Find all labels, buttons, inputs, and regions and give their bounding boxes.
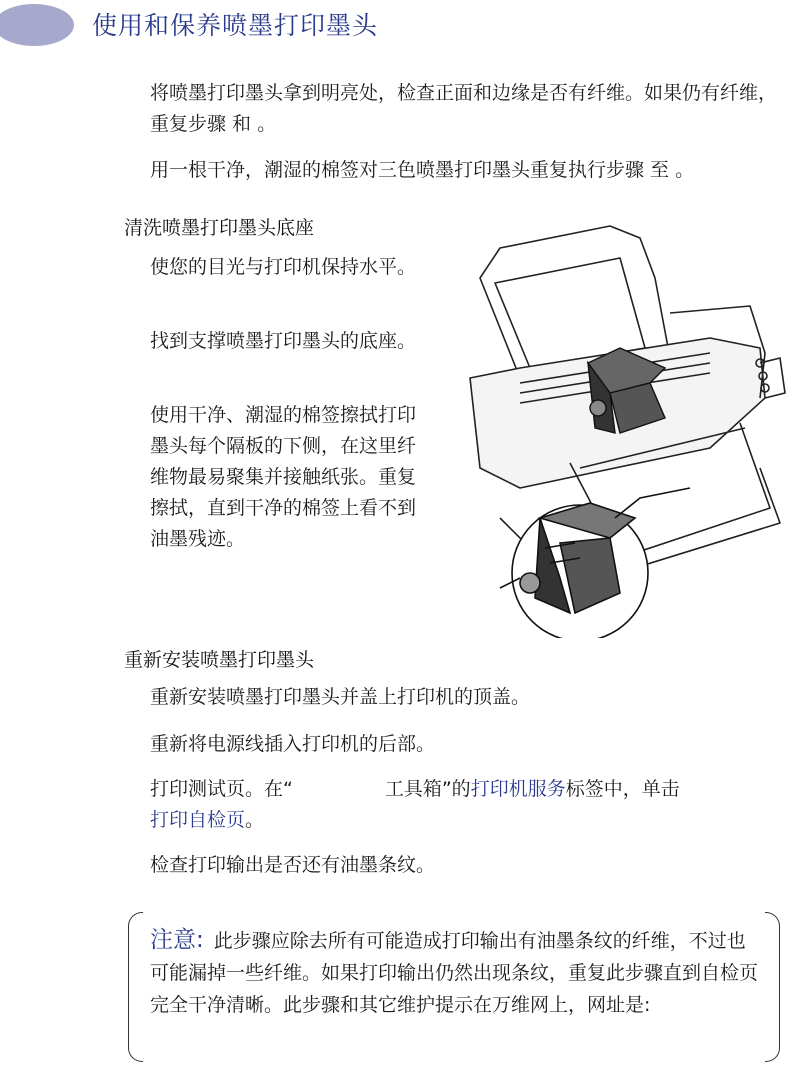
note-bracket-left [128, 912, 143, 1062]
reinstall-step-2: 重新将电源线插入打印机的后部。 [150, 733, 436, 755]
section-heading-clean: 清洗喷墨打印墨头底座 [124, 217, 315, 239]
reinstall-step-4: 检查打印输出是否还有油墨条纹。 [150, 854, 436, 876]
note-box [128, 912, 780, 1060]
reinstall-step-1: 重新安装喷墨打印墨头并盖上打印机的顶盖。 [150, 686, 531, 708]
step3-text-a: 打印测试页。在“ [150, 778, 293, 800]
section-heading-reinstall: 重新安装喷墨打印墨头 [124, 649, 315, 671]
step3-text-end: 。 [245, 809, 265, 831]
printer-illustration [460, 218, 790, 638]
page-title: 使用和保养喷墨打印墨头 [92, 11, 379, 40]
note-text [150, 924, 760, 1021]
reinstall-step-3 [150, 774, 790, 836]
chapter-tab-oval [0, 4, 74, 46]
printer-services-tab-ref: 打印机服务 [470, 778, 566, 800]
clean-step-1: 使您的目光与打印机保持水平。 [150, 256, 417, 278]
intro-paragraph-2: 用一根干净，潮湿的棉签对三色喷墨打印墨头重复执行步骤 至 。 [150, 159, 695, 181]
note-body: 此步骤应除去所有可能造成打印输出有油墨条纹的纤维，不过也可能漏掉一些纤维。如果打印输出仍然出现条纹，重复此步骤直到自检页完全干净清晰。此步骤和其它维护提示在万维网上，网址是: [150, 930, 759, 1016]
step3-text-c: 标签中，单击 [565, 778, 680, 800]
print-self-test-button-ref: 打印自检页 [150, 809, 246, 831]
clean-step-3: 使用干净、潮湿的棉签擦拭打印墨头每个隔板的下侧，在这里纤维物最易聚集并接触纸张。重复擦拭，直到干净的棉签上看不到油墨残迹。 [150, 404, 417, 550]
note-bracket-right [765, 912, 780, 1062]
note-label: 注意: [150, 927, 204, 953]
clean-step-2: 找到支撑喷墨打印墨头的底座。 [150, 330, 417, 352]
intro-paragraph-1: 将喷墨打印墨头拿到明亮处，检查正面和边缘是否有纤维。如果仍有纤维，重复步骤 和 。 [150, 82, 778, 135]
step3-text-b: 工具箱”的 [384, 778, 471, 800]
